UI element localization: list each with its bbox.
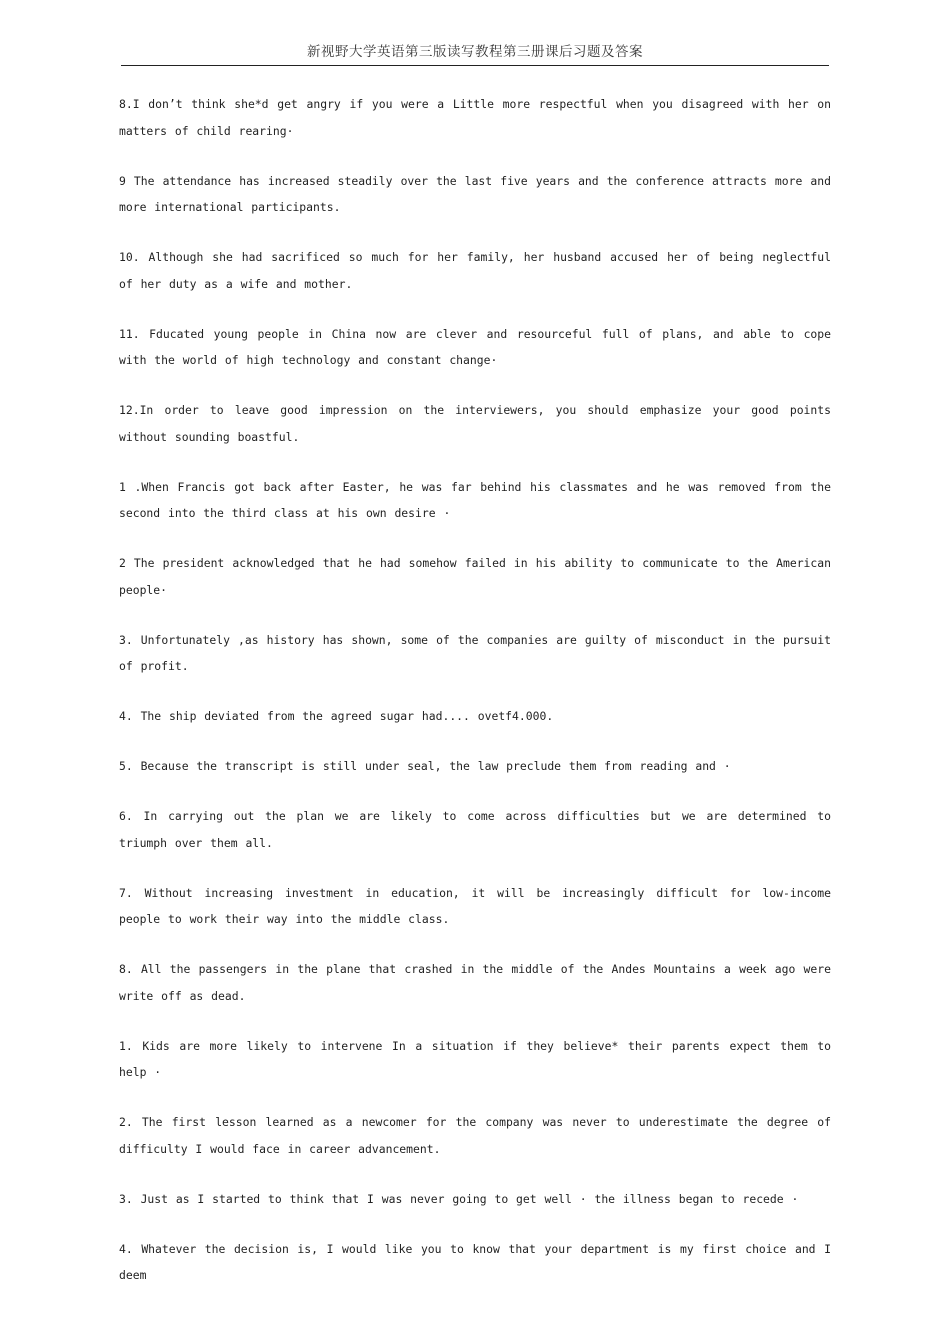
sentence-item: 1 .When Francis got back after Easter, he was far behind his classmates and he was removed from the second into the third class at his own desire · xyxy=(119,479,831,520)
document-body xyxy=(119,91,831,1312)
sentence-item: 1. Kids are more likely to intervene In a situation if they believe* their parents expect them to help · xyxy=(119,1038,831,1079)
sentence-item: 7. Without increasing investment in education, it will be increasingly difficult for low-income people to work their way into the middle class. xyxy=(119,885,831,926)
sentence-item: 8. All the passengers in the plane that crashed in the middle of the Andes Mountains a week ago were write off as dead. xyxy=(119,962,831,1003)
sentence-item: 2 The president acknowledged that he had somehow failed in his ability to communicate to the American people· xyxy=(119,556,831,597)
sentence-item: 8.I don’t think she*d get angry if you were a Little more respectful when you disagreed with her on matters of child rearing· xyxy=(119,97,831,138)
header-divider xyxy=(121,65,829,66)
page-header-title: 新视野大学英语第三版读写教程第三册课后习题及答案 xyxy=(307,44,643,60)
sentence-item: 5. Because the transcript is still under seal, the law preclude them from reading and · xyxy=(119,759,731,773)
sentence-item: 2. The first lesson learned as a newcomer for the company was never to underestimate the degree of difficulty I would face in career advancement. xyxy=(119,1115,831,1156)
sentence-item: 4. Whatever the decision is, I would like you to know that your department is my first choice and I deem xyxy=(119,1241,831,1282)
sentence-item: 10. Although she had sacrificed so much for her family, her husband accused her of being neglectful of her duty as a wife and mother. xyxy=(119,250,831,291)
sentence-item: 12.In order to leave good impression on the interviewers, you should emphasize your good points without sounding boastful. xyxy=(119,403,831,444)
sentence-item: 3. Just as I started to think that I was never going to get well · the illness began to recede · xyxy=(119,1191,799,1206)
sentence-item: 4. The ship deviated from the agreed sugar had.... ovetf4.000. xyxy=(119,709,554,723)
sentence-item: 6. In carrying out the plan we are likely to come across difficulties but we are determined to triumph over them all. xyxy=(119,809,831,850)
sentence-item: 11. Fducated young people in China now are clever and resourceful full of plans, and able to cope with the world of high technology and constant change· xyxy=(119,326,831,367)
sentence-item: 9 The attendance has increased steadily over the last five years and the conference attracts more and more international participants. xyxy=(119,173,831,214)
sentence-item: 3. Unfortunately ,as history has shown, some of the companies are guilty of misconduct in the pursuit of profit. xyxy=(119,632,831,673)
